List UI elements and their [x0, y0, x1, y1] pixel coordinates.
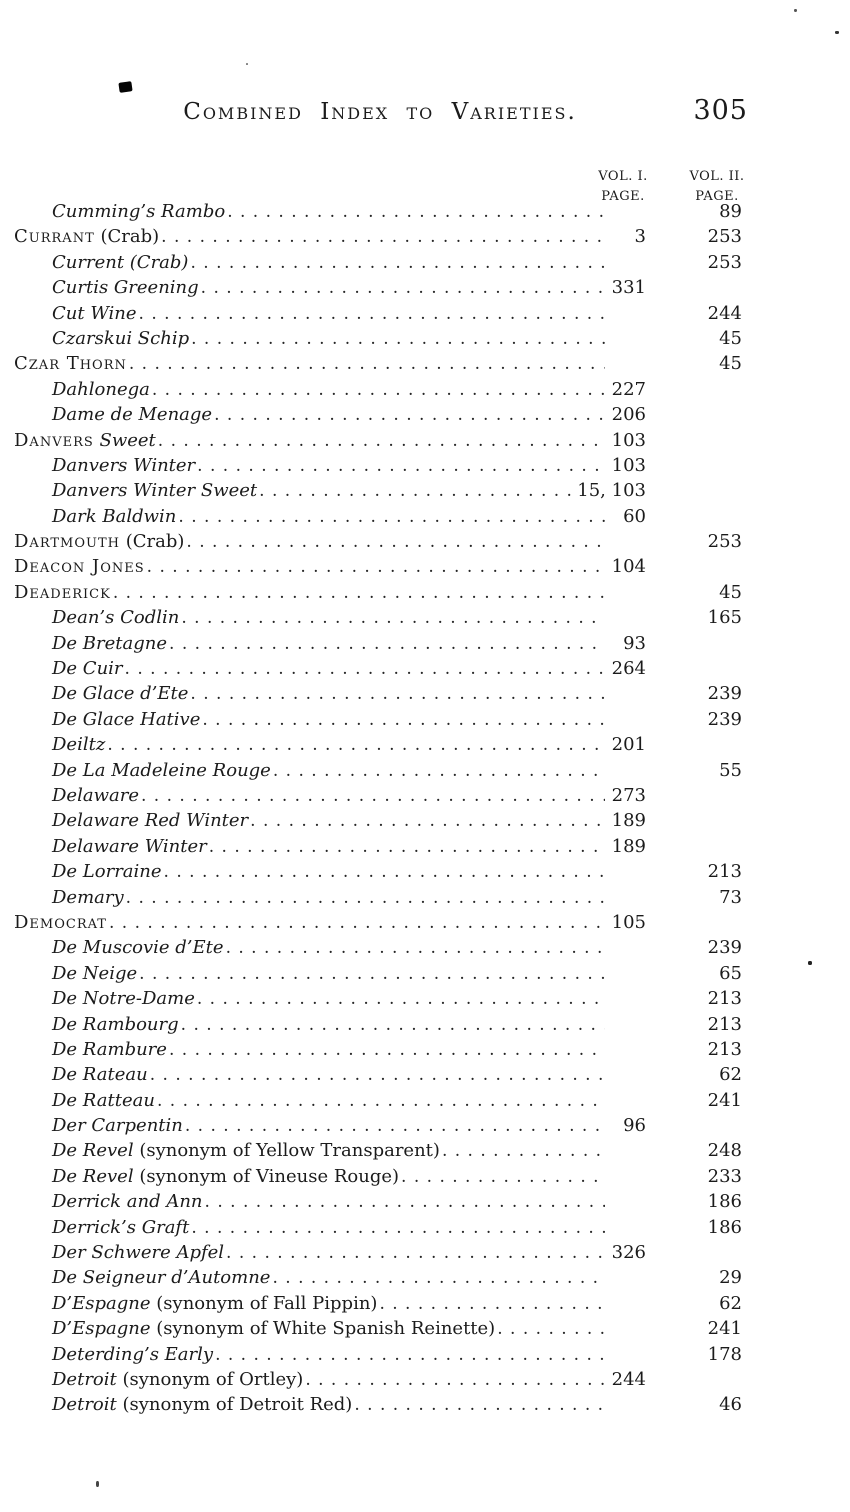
entry-name-part: Deaderick: [14, 581, 111, 603]
entry-name-part: De Neige: [52, 962, 138, 984]
vol2-page: 178: [707, 1343, 742, 1365]
ink-speck: [96, 1481, 99, 1487]
leader-dots: [191, 327, 605, 352]
entry-name-part: Danvers Winter: [52, 454, 196, 476]
column-header-vol1-line1: VOL. I.: [598, 169, 648, 184]
entry-name-part: D’Espagne: [52, 1318, 151, 1340]
vol2-page: 213: [707, 861, 742, 883]
entry-name: [52, 859, 164, 884]
index-row: [14, 961, 742, 986]
index-row: [14, 910, 742, 935]
index-row: [14, 707, 742, 732]
entry-name: [52, 478, 259, 503]
entry-name: [52, 1367, 305, 1392]
entry-name-part: Currant: [14, 226, 95, 248]
entry-name-part: Czarskui Schip: [52, 327, 190, 349]
index-row: [14, 1342, 742, 1367]
entry-name: [52, 681, 190, 706]
leader-dots: [201, 276, 605, 301]
index-row: [14, 554, 742, 579]
leader-dots: [202, 708, 605, 733]
entry-name: [52, 504, 178, 529]
entry-name: [52, 986, 197, 1011]
vol1-page: 331: [611, 277, 646, 299]
index-row: [14, 351, 742, 376]
column-header-vol2-line2: PAGE.: [695, 189, 739, 204]
vol2-page: 213: [707, 1013, 742, 1035]
column-header-vol1-line2: PAGE.: [601, 189, 645, 204]
index-row: [14, 275, 742, 300]
ink-blob: [118, 81, 132, 93]
index-row: [14, 301, 742, 326]
index-row: [14, 1189, 742, 1214]
index-row: [14, 986, 742, 1011]
entry-name: [52, 377, 152, 402]
vol1-page: 103: [611, 429, 646, 451]
leader-dots: [181, 606, 605, 631]
leader-dots: [273, 759, 605, 784]
index-row: [14, 885, 742, 910]
index-row: [14, 580, 742, 605]
entry-name: [52, 605, 181, 630]
entry-name-part: (synonym of White Spanish Reinette): [150, 1318, 496, 1340]
entry-name: [52, 758, 273, 783]
index-row: [14, 758, 742, 783]
vol1-page: 103: [611, 454, 646, 476]
entry-name: [52, 732, 107, 757]
entry-name-part: De Notre-Dame: [52, 988, 195, 1010]
entry-name-part: Danvers: [14, 429, 94, 451]
entry-name: [14, 580, 113, 605]
index-row: [14, 1367, 742, 1392]
index-row: [14, 681, 742, 706]
index-row: [14, 377, 742, 402]
leader-dots: [209, 835, 605, 860]
entry-name-part: (synonym of Fall Pippin): [150, 1292, 378, 1314]
index-row: [14, 529, 742, 554]
entry-name: [52, 275, 201, 300]
entry-name: [14, 554, 147, 579]
entry-name-part: Czar Thorn: [14, 353, 127, 375]
entry-name-part: Der Schwere Apfel: [52, 1242, 225, 1264]
leader-dots: [401, 1165, 605, 1190]
index-row: [14, 199, 742, 224]
entry-name: [14, 910, 109, 935]
index-row: [14, 859, 742, 884]
index-row: [14, 1164, 742, 1189]
leader-dots: [226, 1241, 605, 1266]
vol2-page: 253: [707, 226, 742, 248]
index-row: [14, 478, 742, 503]
entry-name-part: Dame de Menage: [52, 404, 213, 426]
entry-name-part: Derrick’s Graft: [52, 1216, 190, 1238]
entry-name-part: (Crab): [94, 226, 160, 248]
entry-name: [52, 961, 139, 986]
vol2-page: 45: [719, 327, 742, 349]
vol1-page: 189: [611, 835, 646, 857]
entry-name-part: Sweet: [93, 429, 156, 451]
entry-name: [52, 1342, 215, 1367]
entry-name-part: De Revel: [52, 1165, 134, 1187]
index-row: [14, 1291, 742, 1316]
leader-dots: [169, 1038, 605, 1063]
entry-name: [14, 428, 158, 453]
leader-dots: [129, 352, 605, 377]
entry-name: [52, 656, 125, 681]
leader-dots: [305, 1368, 605, 1393]
vol2-page: 186: [707, 1191, 742, 1213]
vol1-page: 227: [611, 378, 646, 400]
index-row: [14, 326, 742, 351]
entry-name: [52, 1215, 191, 1240]
index-row: [14, 453, 742, 478]
vol1-page: 93: [623, 632, 646, 654]
entry-name: [52, 1189, 205, 1214]
leader-dots: [181, 1013, 605, 1038]
entry-name: [52, 1316, 497, 1341]
vol2-page: 55: [719, 759, 742, 781]
leader-dots: [125, 657, 605, 682]
index-row: [14, 1088, 742, 1113]
index-row: [14, 1062, 742, 1087]
entry-name-part: D’Espagne: [52, 1292, 151, 1314]
entry-name-part: Dean’s Codlin: [52, 607, 180, 629]
entry-name-part: Dartmouth: [14, 531, 120, 553]
leader-dots: [126, 886, 605, 911]
ink-speck: [808, 961, 812, 965]
entry-name: [52, 1113, 185, 1138]
index-row: [14, 631, 742, 656]
leader-dots: [185, 1114, 605, 1139]
entry-name: [52, 250, 190, 275]
vol1-page: 3: [634, 226, 646, 248]
column-header-vol2-line1: VOL. II.: [689, 169, 745, 184]
entry-name-part: (synonym of Detroit Red): [116, 1394, 353, 1416]
entry-name: [52, 885, 126, 910]
ink-speck: [246, 63, 248, 65]
leader-dots: [139, 962, 605, 987]
entry-name: [52, 1012, 181, 1037]
index-row: [14, 808, 742, 833]
vol1-page: 244: [611, 1368, 646, 1390]
index-row: [14, 504, 742, 529]
vol2-page: 73: [719, 886, 742, 908]
entry-name-part: Dahlonega: [52, 378, 150, 400]
leader-dots: [152, 378, 605, 403]
entry-name: [52, 326, 191, 351]
entry-name: [52, 783, 141, 808]
entry-name-part: De Rambure: [52, 1038, 167, 1060]
index-row: [14, 1113, 742, 1138]
index-row: [14, 1215, 742, 1240]
entry-name-part: (Crab): [119, 531, 185, 553]
ink-speck: [794, 9, 797, 12]
index-row: [14, 656, 742, 681]
vol2-page: 89: [719, 201, 742, 222]
index-row: [14, 605, 742, 630]
entry-name-part: Demary: [52, 886, 124, 908]
entry-name-part: De La Madeleine Rouge: [52, 759, 271, 781]
leader-dots: [379, 1292, 605, 1317]
vol2-page: 239: [707, 708, 742, 730]
page-title: Combined Index to Varieties.: [183, 99, 577, 125]
entry-name: [52, 1164, 401, 1189]
entry-name: [52, 631, 169, 656]
vol1-page: 206: [611, 404, 646, 426]
index-row: [14, 402, 742, 427]
entry-name-part: De Bretagne: [52, 632, 168, 654]
vol1-page: 189: [611, 810, 646, 832]
index-row: [14, 224, 742, 249]
vol2-page: 165: [707, 607, 742, 629]
entry-name-part: Dark Baldwin: [52, 505, 177, 527]
leader-dots: [141, 784, 605, 809]
entry-name-part: Cut Wine: [52, 302, 137, 324]
vol2-page: 46: [719, 1394, 742, 1416]
leader-dots: [354, 1393, 605, 1418]
entry-name: [14, 351, 129, 376]
entry-name-part: Cumming’s Rambo: [52, 201, 226, 222]
entry-name-part: Der Carpentin: [52, 1115, 183, 1137]
leader-dots: [214, 403, 605, 428]
vol2-page: 45: [719, 353, 742, 375]
entry-name: [52, 707, 202, 732]
vol2-page: 241: [707, 1318, 742, 1340]
vol2-page: 62: [719, 1292, 742, 1314]
vol1-page: 15, 103: [577, 480, 646, 502]
vol1-page: 326: [611, 1242, 646, 1264]
index-row: [14, 1012, 742, 1037]
entry-name: [52, 1291, 379, 1316]
running-head: [0, 95, 850, 139]
entry-name-part: Deiltz: [52, 734, 106, 756]
leader-dots: [259, 479, 574, 504]
entry-name-part: De Ratteau: [52, 1089, 155, 1111]
entry-name-part: Deacon Jones: [14, 556, 145, 578]
entry-name-part: De Revel: [52, 1140, 134, 1162]
leader-dots: [186, 530, 605, 555]
entry-name: [14, 529, 186, 554]
vol2-page: 213: [707, 1038, 742, 1060]
entry-name-part: De Rambourg: [52, 1013, 179, 1035]
leader-dots: [164, 860, 605, 885]
index-row: [14, 250, 742, 275]
entry-name-part: Delaware Winter: [52, 835, 207, 857]
entry-name: [52, 1138, 442, 1163]
entry-name: [52, 1392, 354, 1417]
leader-dots: [497, 1317, 605, 1342]
vol1-page: 60: [623, 505, 646, 527]
entry-name-part: De Rateau: [52, 1064, 148, 1086]
vol2-page: 244: [707, 302, 742, 324]
entry-name: [52, 199, 227, 224]
leader-dots: [442, 1139, 605, 1164]
entry-name-part: De Glace d’Ete: [52, 683, 189, 705]
leader-dots: [158, 429, 605, 454]
entry-name: [52, 935, 226, 960]
entry-name-part: (synonym of Ortley): [116, 1368, 304, 1390]
entry-name-part: De Lorraine: [52, 861, 162, 883]
entry-name-part: Detroit: [52, 1368, 117, 1390]
vol2-page: 186: [707, 1216, 742, 1238]
entry-name: [52, 1062, 150, 1087]
entry-name-part: Deterding’s Early: [52, 1343, 214, 1365]
vol2-page: 65: [719, 962, 742, 984]
entry-name: [14, 224, 161, 249]
entry-name: [52, 301, 139, 326]
leader-dots: [197, 987, 605, 1012]
entry-name-part: De Glace Hative: [52, 708, 201, 730]
leader-dots: [157, 1089, 605, 1114]
vol2-page: 213: [707, 988, 742, 1010]
entry-name: [52, 834, 209, 859]
leader-dots: [190, 251, 605, 276]
vol2-page: 239: [707, 937, 742, 959]
entry-name-part: Curtis Greening: [52, 277, 199, 299]
leader-dots: [147, 555, 605, 580]
vol2-page: 241: [707, 1089, 742, 1111]
entry-name-part: Delaware: [52, 784, 139, 806]
entry-name-part: Detroit: [52, 1394, 117, 1416]
vol1-page: 201: [611, 734, 646, 756]
entry-name-part: Delaware Red Winter: [52, 810, 249, 832]
entry-name-part: De Muscovie d’Ete: [52, 937, 224, 959]
leader-dots: [215, 1343, 605, 1368]
entry-name-part: De Cuir: [52, 658, 123, 680]
leader-dots: [178, 505, 605, 530]
entry-name-part: Democrat: [14, 911, 107, 933]
index-row: [14, 1240, 742, 1265]
vol2-page: 62: [719, 1064, 742, 1086]
index-row: [14, 428, 742, 453]
index-row: [14, 1037, 742, 1062]
entry-name: [52, 1265, 272, 1290]
vol2-page: 239: [707, 683, 742, 705]
entry-name: [52, 1037, 169, 1062]
vol2-page: 253: [707, 251, 742, 273]
leader-dots: [169, 632, 605, 657]
leader-dots: [190, 682, 605, 707]
entry-name-part: Derrick and Ann: [52, 1191, 203, 1213]
index-row: [14, 783, 742, 808]
ink-speck: [835, 31, 839, 34]
entry-name-part: (synonym of Vineuse Rouge): [133, 1165, 400, 1187]
index-row: [14, 1392, 742, 1417]
entry-name: [52, 808, 250, 833]
leader-dots: [197, 454, 605, 479]
index-row: [14, 1138, 742, 1163]
leader-dots: [113, 581, 605, 606]
vol2-page: 248: [707, 1140, 742, 1162]
vol2-page: 29: [719, 1267, 742, 1289]
leader-dots: [250, 809, 605, 834]
leader-dots: [109, 911, 605, 936]
leader-dots: [227, 200, 605, 225]
entry-name-part: (synonym of Yellow Transparent): [133, 1140, 440, 1162]
leader-dots: [191, 1216, 605, 1241]
vol2-page: 253: [707, 531, 742, 553]
leader-dots: [161, 225, 605, 250]
vol1-page: 273: [611, 784, 646, 806]
page-number: 305: [693, 95, 748, 126]
vol1-page: 105: [611, 911, 646, 933]
index-row: [14, 732, 742, 757]
entry-name: [52, 453, 197, 478]
leader-dots: [205, 1190, 605, 1215]
index-list: [14, 199, 742, 1418]
vol2-page: 45: [719, 581, 742, 603]
index-row: [14, 1316, 742, 1341]
leader-dots: [150, 1063, 605, 1088]
leader-dots: [272, 1266, 605, 1291]
vol1-page: 264: [611, 658, 646, 680]
vol1-page: 104: [611, 556, 646, 578]
vol2-page: 233: [707, 1165, 742, 1187]
entry-name: [52, 1240, 226, 1265]
entry-name-part: Danvers Winter Sweet: [52, 480, 258, 502]
index-row: [14, 935, 742, 960]
vol1-page: 96: [623, 1115, 646, 1137]
entry-name: [52, 1088, 157, 1113]
leader-dots: [226, 936, 605, 961]
entry-name: [52, 402, 214, 427]
entry-name-part: De Seigneur d’Automne: [52, 1267, 271, 1289]
index-row: [14, 834, 742, 859]
leader-dots: [107, 733, 605, 758]
leader-dots: [139, 302, 605, 327]
index-row: [14, 1265, 742, 1290]
entry-name-part: Current (Crab): [52, 251, 189, 273]
